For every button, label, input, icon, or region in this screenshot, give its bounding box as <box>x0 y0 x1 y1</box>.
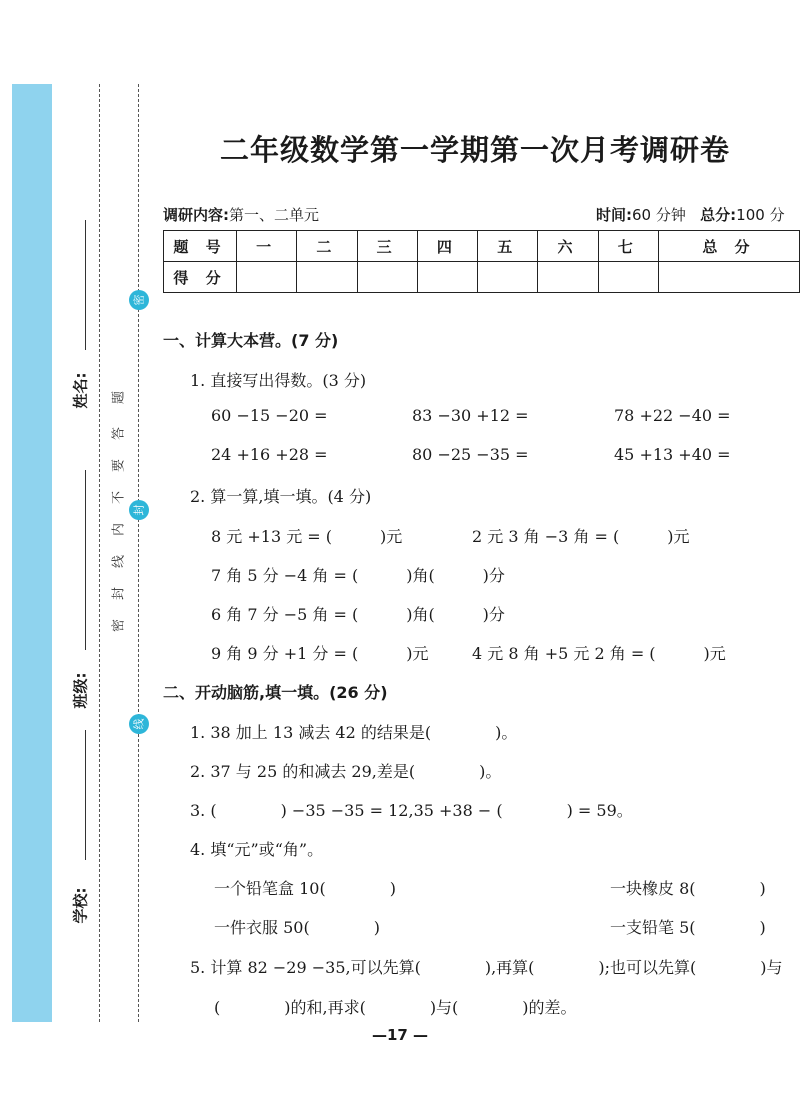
content-value: 第一、二单元 <box>229 206 320 224</box>
score-input-cell[interactable] <box>598 262 658 293</box>
class-label: 班级: <box>71 672 90 709</box>
s2-q2: 2. 37 与 25 的和减去 29,差是( )。 <box>190 762 502 781</box>
score-input-cell[interactable] <box>237 262 297 293</box>
score-table <box>163 230 800 293</box>
school-label: 学校: <box>71 887 90 924</box>
money-item: 7 角 5 分 −4 角 = ( )角( )分 <box>211 566 505 585</box>
money-item: 9 角 9 分 +1 分 = ( )元 <box>211 644 429 663</box>
page-title: 二年级数学第一学期第一次月考调研卷 <box>219 133 730 167</box>
s2-q5-line2: ( )的和,再求( )与( )的差。 <box>214 998 577 1017</box>
table-cell: 五 <box>478 231 538 262</box>
table-cell: 七 <box>598 231 658 262</box>
score-label: 总分: <box>700 206 737 224</box>
score-value: 100 分 <box>736 206 785 224</box>
notice-char: 密 <box>111 619 127 633</box>
calc-item: 80 −25 −35 = <box>412 445 529 464</box>
notice-char: 线 <box>111 555 127 569</box>
unit-item: 一块橡皮 8( ) <box>610 879 766 898</box>
notice-char: 题 <box>111 391 127 405</box>
money-item: 2 元 3 角 −3 角 = ( )元 <box>472 527 690 546</box>
s2-q4-title: 4. 填“元”或“角”。 <box>190 840 324 859</box>
s2-q3: 3. ( ) −35 −35 = 12,35 +38 − ( ) = 59。 <box>190 801 633 820</box>
table-cell: 六 <box>538 231 598 262</box>
school-line <box>85 730 86 860</box>
money-item: 6 角 7 分 −5 角 = ( )角( )分 <box>211 605 505 624</box>
calc-item: 78 +22 −40 = <box>614 406 731 425</box>
score-input-cell[interactable] <box>538 262 598 293</box>
notice-char: 答 <box>111 427 127 441</box>
time-value: 60 分钟 <box>632 206 686 224</box>
score-table-header-row <box>164 231 800 262</box>
calc-item: 24 +16 +28 = <box>211 445 328 464</box>
seal-circle-mi: 密 <box>129 290 149 310</box>
notice-char: 封 <box>111 587 127 601</box>
table-cell: 二 <box>297 231 357 262</box>
section1-heading: 一、计算大本营。(7 分) <box>163 331 339 350</box>
score-table-score-row <box>164 262 800 293</box>
cut-line-outer <box>99 84 100 1022</box>
unit-item: 一支铅笔 5( ) <box>610 918 766 937</box>
binding-strip <box>12 84 52 1022</box>
time-label: 时间: <box>596 206 632 224</box>
cut-line-inner <box>138 84 139 1022</box>
notice-char: 不 <box>111 491 127 505</box>
s2-q1: 1. 38 加上 13 减去 42 的结果是( )。 <box>190 723 518 742</box>
name-label: 姓名: <box>71 372 90 409</box>
s1-q1-title: 1. 直接写出得数。(3 分) <box>190 371 367 390</box>
seal-circle-feng: 封 <box>129 500 149 520</box>
name-line <box>85 220 86 350</box>
content-label: 调研内容: <box>163 206 229 224</box>
table-cell: 题 号 <box>164 231 237 262</box>
notice-char: 要 <box>111 459 127 473</box>
s1-q2-title: 2. 算一算,填一填。(4 分) <box>190 487 372 506</box>
class-line <box>85 470 86 650</box>
calc-item: 60 −15 −20 = <box>211 406 328 425</box>
score-input-cell[interactable] <box>417 262 477 293</box>
table-cell: 一 <box>237 231 297 262</box>
unit-item: 一个铅笔盒 10( ) <box>214 879 396 898</box>
table-cell: 总 分 <box>658 231 799 262</box>
unit-item: 一件衣服 50( ) <box>214 918 380 937</box>
table-cell: 三 <box>357 231 417 262</box>
money-item: 8 元 +13 元 = ( )元 <box>211 527 403 546</box>
score-input-cell[interactable] <box>297 262 357 293</box>
score-input-cell[interactable] <box>478 262 538 293</box>
section2-heading: 二、开动脑筋,填一填。(26 分) <box>163 683 388 702</box>
time-score-info <box>596 204 785 225</box>
table-cell: 得 分 <box>164 262 237 293</box>
s2-q5-line1: 5. 计算 82 −29 −35,可以先算( ),再算( );也可以先算( )与 <box>190 958 783 977</box>
calc-item: 45 +13 +40 = <box>614 445 731 464</box>
page-number: —17 — <box>371 1026 429 1044</box>
score-input-cell[interactable] <box>357 262 417 293</box>
notice-char: 内 <box>111 523 127 537</box>
score-input-cell[interactable] <box>658 262 799 293</box>
seal-circle-xian: 线 <box>129 714 149 734</box>
table-cell: 四 <box>417 231 477 262</box>
content-info <box>163 204 319 225</box>
calc-item: 83 −30 +12 = <box>412 406 529 425</box>
money-item: 4 元 8 角 +5 元 2 角 = ( )元 <box>472 644 726 663</box>
